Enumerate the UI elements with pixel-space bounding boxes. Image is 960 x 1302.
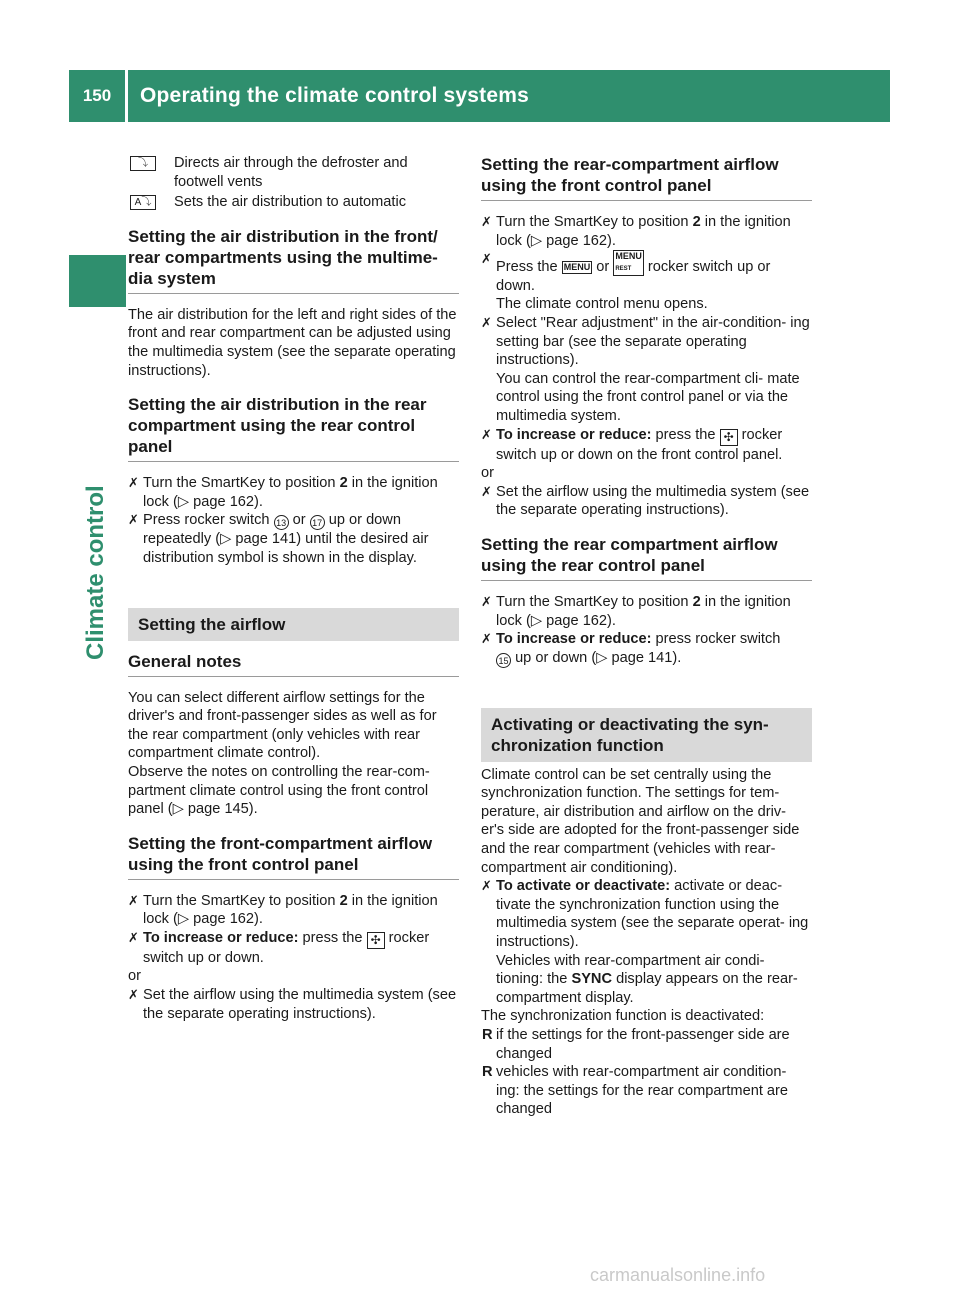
page-number: 150 bbox=[82, 86, 112, 105]
switch-17-icon: 17 bbox=[310, 515, 325, 530]
arrow-icon: ✗ bbox=[481, 251, 492, 267]
bullet-icon: R bbox=[482, 1027, 493, 1043]
section-heading: Setting the front-compartment airflow using the front control panel bbox=[128, 833, 433, 874]
or-text: or bbox=[128, 968, 141, 985]
arrow-icon: ✗ bbox=[128, 929, 139, 945]
page-ref-icon: ▷ bbox=[220, 531, 232, 548]
step: ✗ Press rocker switch 13 or 17 up or down repeatedly (▷ page 141) until the desired air distribution symbol is shown in the display. bbox=[128, 512, 429, 566]
step: ✗ Press the MENU or MENU REST rocker switch up or down. The climate control menu opens. bbox=[481, 251, 771, 313]
step: ✗ To increase or reduce: press rocker switch 15 up or down (▷ page 141). bbox=[481, 631, 781, 666]
step: ✗ To increase or reduce: press the ✣ rocker switch up or down. bbox=[128, 929, 430, 966]
divider bbox=[128, 676, 459, 677]
page-ref-icon: ▷ bbox=[177, 911, 190, 928]
step: ✗ To activate or deactivate: activate or deac- tivate the synchronization function using the multimedia system (see the separate operat- ing instructions). Vehicles with rear-compartment air condi- tioning: the SYNC display appears on the rear-compartment display. bbox=[481, 878, 809, 1006]
arrow-icon: ✗ bbox=[128, 892, 139, 908]
section-heading: Setting the air distribution in the front/ rear compartments using the multime- dia system bbox=[128, 226, 438, 288]
list-item: R if the settings for the front-passenger side are changed bbox=[482, 1027, 790, 1062]
or-text: or bbox=[481, 465, 494, 482]
step: ✗ Set the airflow using the multimedia system (see the separate operating instructions). bbox=[128, 987, 457, 1022]
section-tab: Climate control bbox=[82, 485, 109, 660]
section-band: Setting the airflow bbox=[128, 608, 459, 641]
arrow-icon: ✗ bbox=[128, 987, 139, 1003]
menu-key-icon: MENU bbox=[563, 262, 591, 273]
arrow-icon: ✗ bbox=[481, 631, 492, 647]
section-heading: Setting the air distribution in the rear compartment using the rear control panel bbox=[128, 395, 427, 457]
arrow-icon: ✗ bbox=[481, 878, 492, 894]
switch-13-icon: 13 bbox=[274, 515, 289, 530]
arrow-icon: ✗ bbox=[481, 593, 492, 609]
step: ✗ Set the airflow using the multimedia system (see the separate operating instructions). bbox=[481, 483, 810, 519]
section-heading: Setting the rear-compartment airflow using the front control panel bbox=[481, 155, 779, 195]
arrow-icon: ✗ bbox=[128, 475, 139, 491]
step: ✗ Turn the SmartKey to position 2 in the ignition lock (▷ page 162). bbox=[128, 892, 438, 928]
step: ✗ Turn the SmartKey to position 2 in the ignition lock (▷ page 162). bbox=[128, 475, 438, 510]
right-column bbox=[481, 154, 812, 1119]
header-divider bbox=[125, 70, 128, 122]
arrow-icon: ✗ bbox=[481, 314, 492, 330]
page-title: Operating the climate control systems bbox=[140, 84, 530, 107]
defroster-footwell-icon: ⤵ bbox=[130, 156, 156, 171]
step: ✗ Select "Rear adjustment" in the air-condition- ing setting bar (see the separate operating instructions). You can control the rear-compartment cli- mate control using the front control panel or via the multimedia system. bbox=[481, 314, 810, 424]
step: ✗ Turn the SmartKey to position 2 in the ignition lock (▷ page 162). bbox=[481, 214, 791, 249]
paragraph: Climate control can be set centrally using the synchronization function. The settings for tem- perature, air distribution and airflow on the driv- er's side are adopted for the front-passenger side and the rear compartment (vehicles with rear-compartment air conditioning). bbox=[481, 766, 800, 876]
watermark: carmanualsonline.info bbox=[590, 1265, 766, 1285]
divider bbox=[128, 293, 459, 294]
page-ref-icon: ▷ bbox=[530, 232, 543, 249]
arrow-icon: ✗ bbox=[481, 214, 492, 229]
divider bbox=[481, 580, 812, 581]
section-heading: Setting the rear compartment airflow using the rear control panel bbox=[481, 534, 778, 575]
fan-key-icon: ✣ bbox=[720, 429, 738, 446]
arrow-icon: ✗ bbox=[128, 512, 139, 528]
divider bbox=[128, 461, 459, 462]
arrow-icon: ✗ bbox=[481, 426, 492, 442]
switch-15-icon: 15 bbox=[496, 653, 511, 668]
arrow-icon: ✗ bbox=[481, 483, 492, 499]
page-ref-icon: ▷ bbox=[177, 493, 190, 510]
page-ref-icon: ▷ bbox=[530, 612, 543, 629]
left-column bbox=[128, 154, 459, 1023]
paragraph: The synchronization function is deactivated: bbox=[481, 1008, 765, 1025]
icon-row: A⤵ Sets the air distribution to automatic bbox=[128, 193, 459, 212]
page-ref-icon: ▷ bbox=[172, 801, 184, 818]
list-item: R vehicles with rear-compartment air condition- ing: the settings for the rear compartment are changed bbox=[482, 1064, 789, 1118]
auto-distribution-icon: A⤵ bbox=[130, 195, 156, 210]
step: ✗ To increase or reduce: press the ✣ rocker switch up or down on the front control panel. bbox=[481, 426, 783, 463]
fan-key-icon: ✣ bbox=[367, 932, 385, 949]
paragraph: Observe the notes on controlling the rear-com- partment climate control using the front control panel (▷ page 145). bbox=[128, 763, 430, 818]
page-ref-icon: ▷ bbox=[596, 649, 608, 666]
paragraph: The air distribution for the left and right sides of the front and rear compartment can be adjusted using the multimedia system (see the separate operating instructions). bbox=[128, 306, 457, 379]
section-band: Activating or deactivating the syn- chronization function bbox=[481, 708, 812, 762]
divider bbox=[128, 879, 459, 880]
divider bbox=[481, 200, 812, 201]
paragraph: You can select different airflow settings for the driver's and front-passenger sides as well as for the rear compartment (only vehicles with rear compartment climate control). bbox=[128, 689, 437, 762]
icon-row: ⤵ Directs air through the defroster and footwell vents bbox=[128, 154, 459, 191]
bullet-icon: R bbox=[482, 1064, 493, 1081]
section-heading: General notes bbox=[128, 651, 242, 671]
menu-rest-key-icon: MENU REST bbox=[613, 250, 644, 276]
step: ✗ Turn the SmartKey to position 2 in the ignition lock (▷ page 162). bbox=[481, 593, 791, 629]
side-marker bbox=[69, 255, 126, 307]
